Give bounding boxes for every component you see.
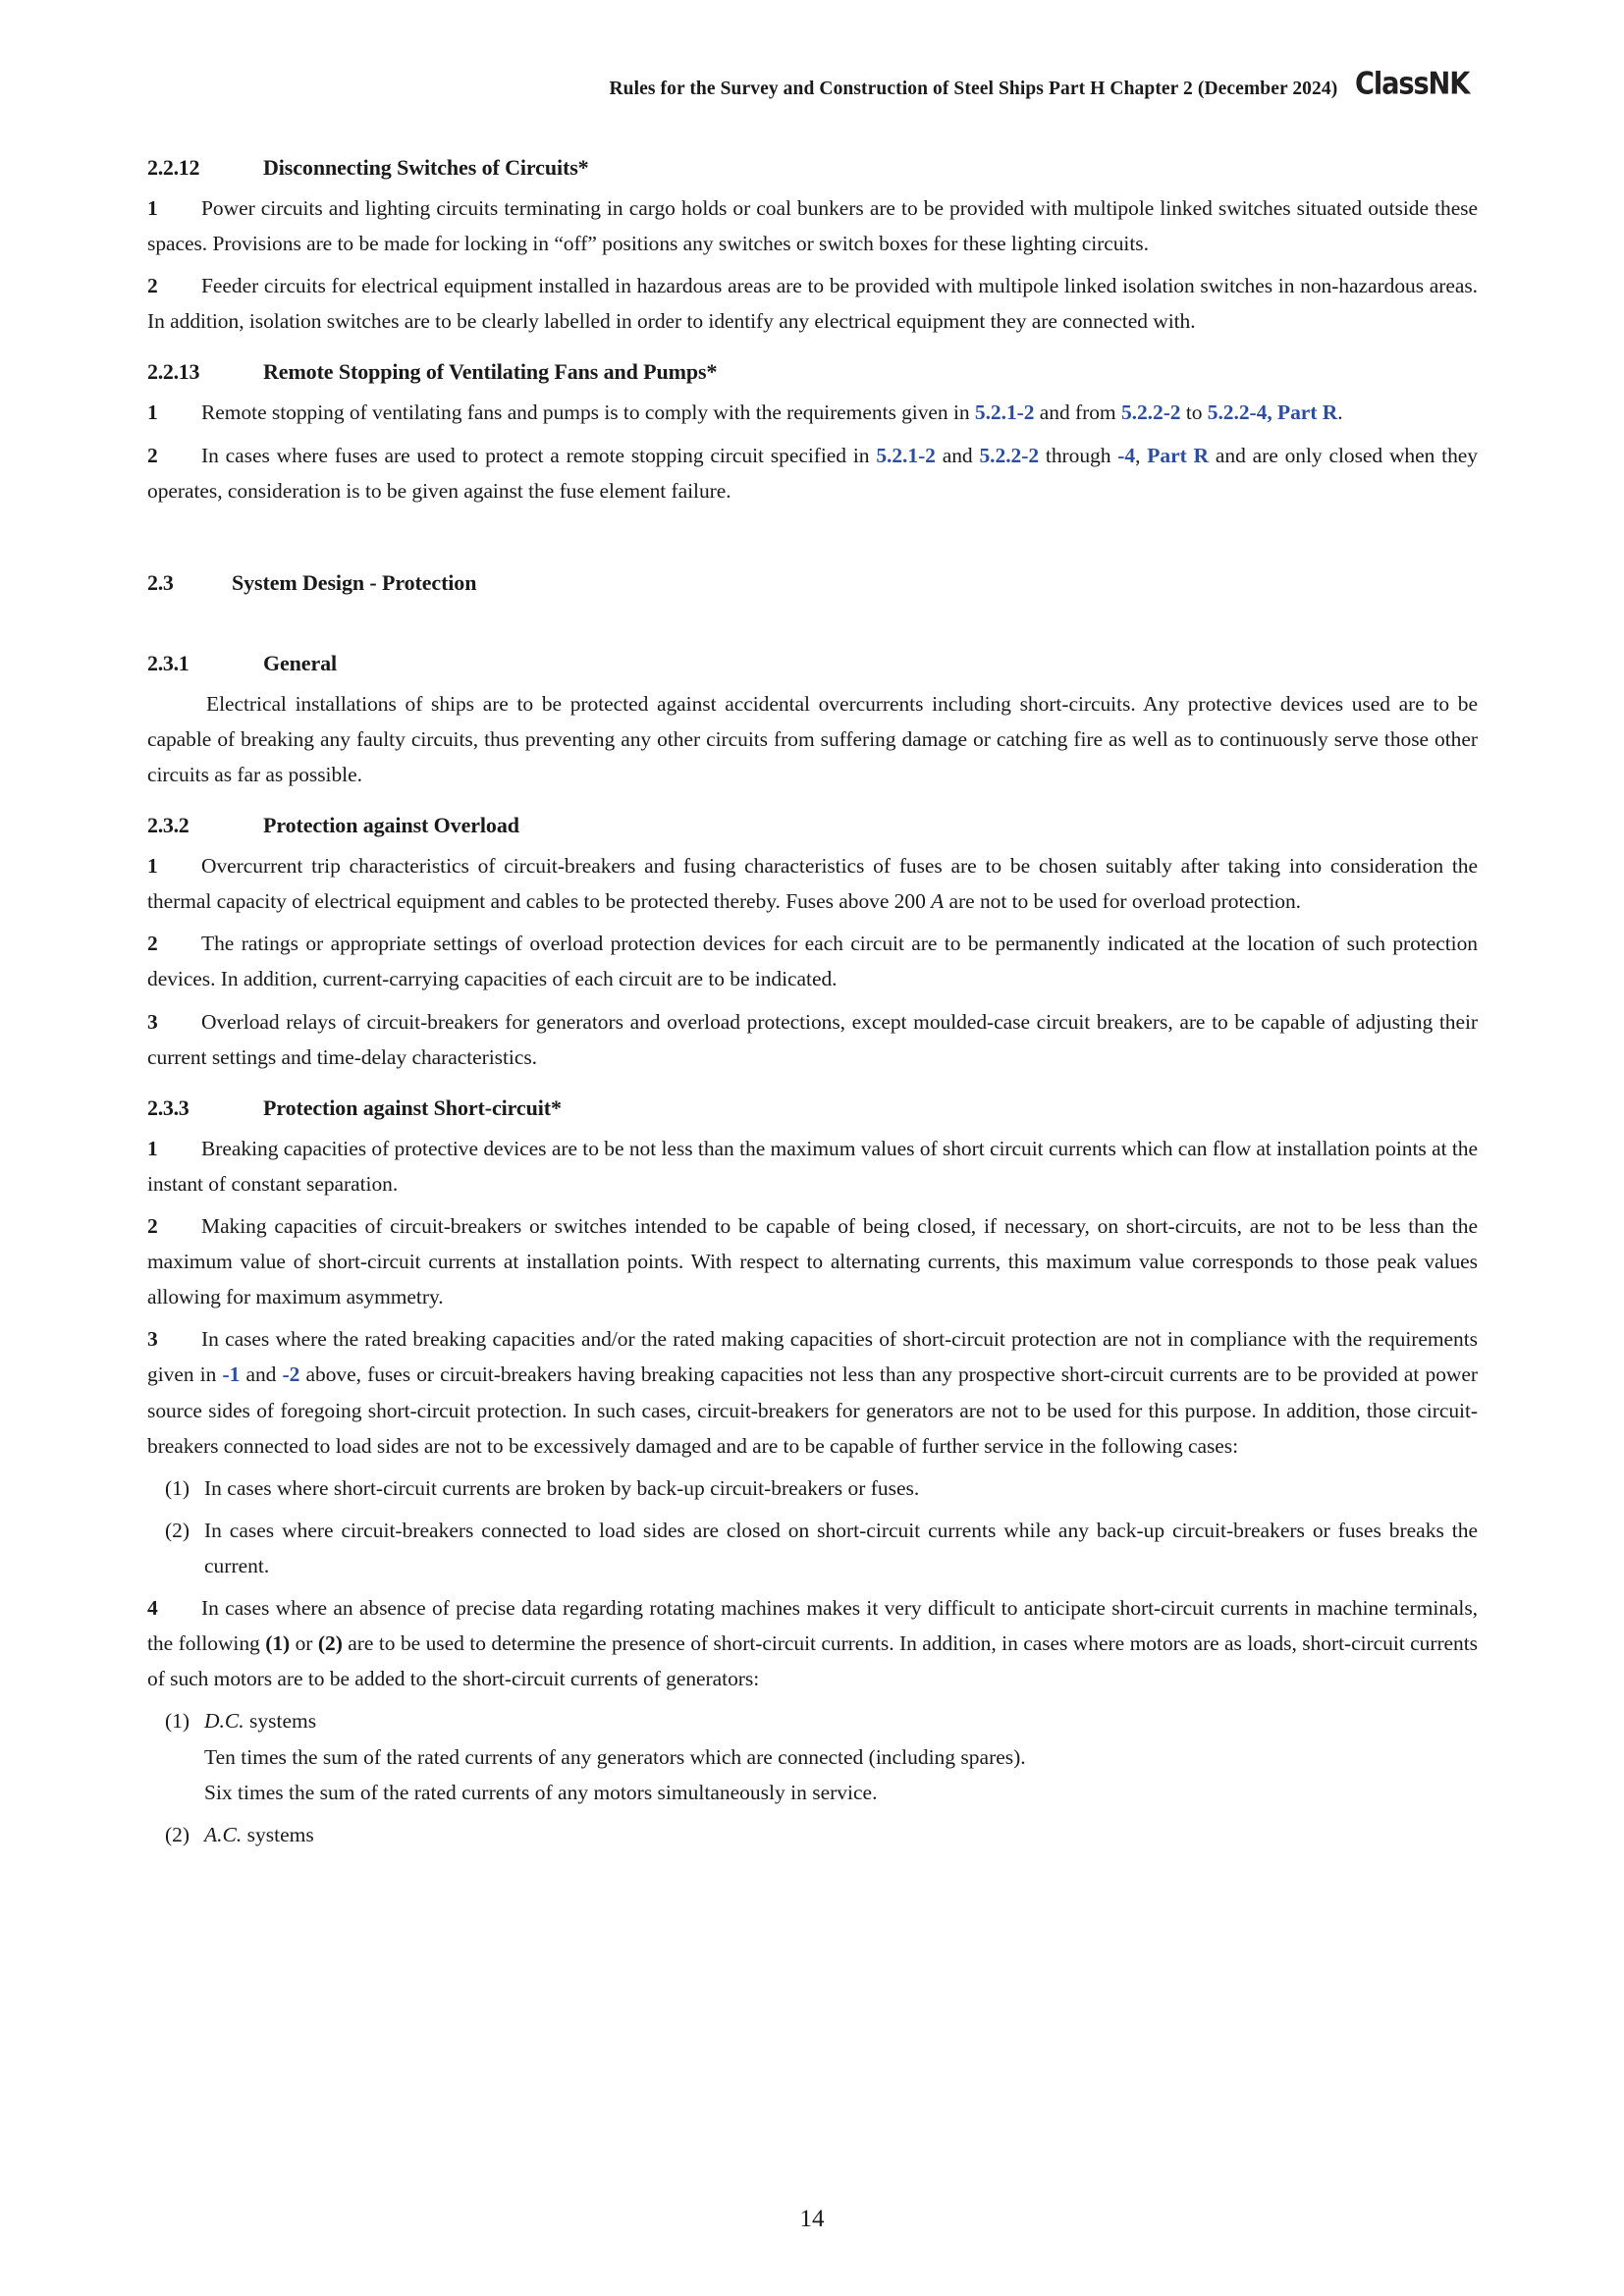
heading-text: Remote Stopping of Ventilating Fans and Pumps* [263, 359, 718, 385]
heading-number: 2.2.12 [147, 155, 200, 180]
heading-number: 2.2.13 [147, 359, 200, 385]
list-item-text: In cases where circuit-breakers connected to load sides are closed on short-circuit currents while any back-up circuit-breakers or fuses breaks the current. [204, 1518, 1478, 1577]
paragraph-text: Overcurrent trip characteristics of circuit-breakers and fusing characteristics of fuses are to be chosen suitably after taking into consideration the thermal capacity of electrical equipment and cables to be protected thereby. Fuses above 200 [147, 854, 1478, 914]
list-item-heading [204, 1703, 1478, 1738]
inline-reference-2: (2) [317, 1631, 343, 1656]
unit-ampere: A [931, 889, 945, 914]
dc-label-rest: systems [244, 1709, 317, 1734]
list-item [147, 1470, 1478, 1513]
paragraph-number: 1 [147, 854, 158, 879]
paragraph-text: Making capacities of circuit-breakers or switches intended to be capable of being closed, if necessary, on short-circuits, are not to be less than the maximum value of short-circuit currents at installation points. With respect to alternating currents, this maximum value corresponds to those peak values allowing for maximum asymmetry. [147, 1213, 1478, 1309]
paragraph-text: Remote stopping of ventilating fans and pumps is to comply with the requirements given in [201, 400, 975, 425]
paragraph-number: 2 [147, 932, 158, 956]
page-number: 14 [799, 2206, 825, 2232]
dc-label: D.C. [204, 1709, 244, 1734]
paragraph-text: are to be used to determine the presence of short-circuit currents. In addition, in cases where motors are as loads, short-circuit currents of such motors are to be added to the short-circuit currents of generators: [147, 1631, 1478, 1691]
cross-reference-link[interactable]: Part R [1147, 443, 1210, 467]
paragraph [147, 1321, 1478, 1469]
cross-reference-link[interactable]: -1 [222, 1362, 241, 1387]
cross-reference-link[interactable]: 5.2.2-2 [979, 443, 1040, 467]
header-title: Rules for the Survey and Construction of Steel Ships Part H Chapter 2 (December 2024) [609, 79, 1338, 99]
paragraph-text: In cases where the rated breaking capacities and/or the rated making capacities of short-circuit protection are not in compliance with the requirements given in [147, 1327, 1478, 1387]
classnk-logo: ClassNK [1355, 66, 1470, 102]
cross-reference-link[interactable]: 5.2.2-2 [1120, 400, 1181, 425]
paragraph [147, 686, 1478, 799]
inline-reference-1: (1) [265, 1631, 291, 1656]
cross-reference-link[interactable]: -2 [282, 1362, 300, 1387]
cross-reference-link[interactable]: -4 [1117, 443, 1136, 467]
heading-number: 2.3.1 [147, 650, 189, 675]
heading-2-2-13 [147, 346, 1478, 395]
heading-2-3-3 [147, 1082, 1478, 1131]
list-item-marker: (1) [165, 1709, 190, 1734]
ac-label-rest: systems [242, 1822, 314, 1846]
paragraph [147, 395, 1478, 437]
list-item-marker: (2) [165, 1822, 190, 1846]
list-item-body [204, 1817, 1478, 1852]
paragraph-text: Breaking capacities of protective devices are to be not less than the maximum values of short circuit currents which can flow at installation points at the instant of constant separation. [147, 1136, 1478, 1196]
list-item [147, 1817, 1478, 1859]
paragraph-text: or [290, 1631, 318, 1656]
paragraph-text: The ratings or appropriate settings of overload protection devices for each circuit are to be permanently indicated at the location of such protection devices. In addition, current-carrying capacities of each circuit are to be indicated. [147, 932, 1478, 991]
list-item-marker: (1) [165, 1475, 190, 1500]
heading-text: System Design - Protection [232, 569, 477, 595]
ac-label: A.C. [204, 1822, 243, 1846]
paragraph-number: 1 [147, 1136, 158, 1160]
heading-number: 2.3.2 [147, 813, 189, 838]
paragraph-text: and [240, 1362, 283, 1387]
paragraph [147, 1004, 1478, 1082]
heading-2-2-12 [147, 157, 1478, 190]
page-header [147, 66, 1477, 104]
paragraph-text: . [1337, 400, 1343, 425]
heading-2-3-2 [147, 799, 1478, 848]
list-item-line: Six times the sum of the rated currents of any motors simultaneously in service. [204, 1780, 878, 1804]
paragraph-text: to [1180, 400, 1208, 425]
heading-number: 2.3.3 [147, 1095, 189, 1120]
heading-text: General [263, 650, 338, 675]
cross-reference-link[interactable]: 5.2.1-2 [974, 400, 1035, 425]
paragraph [147, 926, 1478, 1003]
paragraph-number: 1 [147, 400, 158, 425]
heading-text: Disconnecting Switches of Circuits* [263, 155, 589, 180]
heading-2-3 [147, 515, 1478, 610]
paragraph-text: through [1039, 443, 1118, 467]
paragraph-text: Feeder circuits for electrical equipment installed in hazardous areas are to be provided with multipole linked isolation switches in non-hazardous areas. In addition, isolation switches are to be clearly labelled in order to identify any electrical equipment they are connected with. [147, 274, 1478, 334]
paragraph [147, 1208, 1478, 1321]
heading-2-3-1 [147, 610, 1478, 686]
paragraph-text: , [1135, 443, 1148, 467]
paragraph-number: 3 [147, 1327, 158, 1352]
paragraph-text: Overload relays of circuit-breakers for generators and overload protections, except moulded-case circuit breakers, are to be capable of adjusting their current settings and time-delay characteristics. [147, 1009, 1478, 1069]
paragraph-text: above, fuses or circuit-breakers having breaking capacities not less than any prospective short-circuit currents are to be provided at power source sides of foregoing short-circuit protection. In such cases, circuit-breakers for generators are not to be used for this purpose. In addition, those circuit-breakers connected to load sides are not to be excessively damaged and are to be capable of further service in the following cases: [147, 1362, 1478, 1458]
paragraph-number: 2 [147, 1213, 158, 1238]
paragraph [147, 438, 1478, 515]
paragraph-number: 2 [147, 274, 158, 298]
list-item-body [204, 1703, 1478, 1809]
list-item-text: In cases where short-circuit currents are broken by back-up circuit-breakers or fuses. [204, 1475, 920, 1500]
paragraph [147, 1590, 1478, 1703]
paragraph-text: and are only closed when they operates, consideration is to be given against the fuse element failure. [147, 443, 1479, 503]
heading-text: Protection against Short-circuit* [263, 1095, 562, 1120]
paragraph-text: and from [1034, 400, 1121, 425]
heading-text: Protection against Overload [263, 813, 519, 838]
paragraph-number: 4 [147, 1596, 158, 1621]
paragraph-text: In cases where fuses are used to protect a remote stopping circuit specified in [201, 443, 877, 467]
paragraph-number: 3 [147, 1009, 158, 1034]
paragraph [147, 848, 1478, 926]
paragraph-number: 1 [147, 196, 158, 220]
paragraph-text: and [935, 443, 980, 467]
paragraph-text: In cases where an absence of precise data regarding rotating machines makes it very difficult to anticipate short-circuit currents in machine terminals, the following [147, 1596, 1478, 1656]
paragraph [147, 268, 1478, 346]
list-item [147, 1513, 1478, 1590]
cross-reference-link[interactable]: 5.2.2-4, Part R [1207, 400, 1338, 425]
list-item-line: Ten times the sum of the rated currents of any generators which are connected (including spares). [204, 1744, 1026, 1769]
list-item-heading [204, 1817, 1478, 1852]
paragraph-text: Power circuits and lighting circuits terminating in cargo holds or coal bunkers are to be provided with multipole linked switches situated outside these spaces. Provisions are to be made for locking in “off” positions any switches or switch boxes for these lighting circuits. [147, 196, 1478, 256]
list-item [147, 1703, 1478, 1816]
paragraph [147, 1131, 1478, 1208]
paragraph-text: Electrical installations of ships are to be protected against accidental overcurrents including short-circuits. Any protective devices used are to be capable of breaking any faulty circuits, thus preventing any other circuits from suffering damage or catching fire as well as to continuously serve those other circuits as far as possible. [147, 691, 1478, 786]
cross-reference-link[interactable]: 5.2.1-2 [876, 443, 936, 467]
heading-number: 2.3 [147, 569, 174, 595]
document-body [147, 157, 1478, 1859]
list-item-marker: (2) [165, 1518, 190, 1542]
paragraph-text: are not to be used for overload protection. [944, 889, 1301, 914]
paragraph [147, 190, 1478, 268]
paragraph-number: 2 [147, 443, 158, 467]
